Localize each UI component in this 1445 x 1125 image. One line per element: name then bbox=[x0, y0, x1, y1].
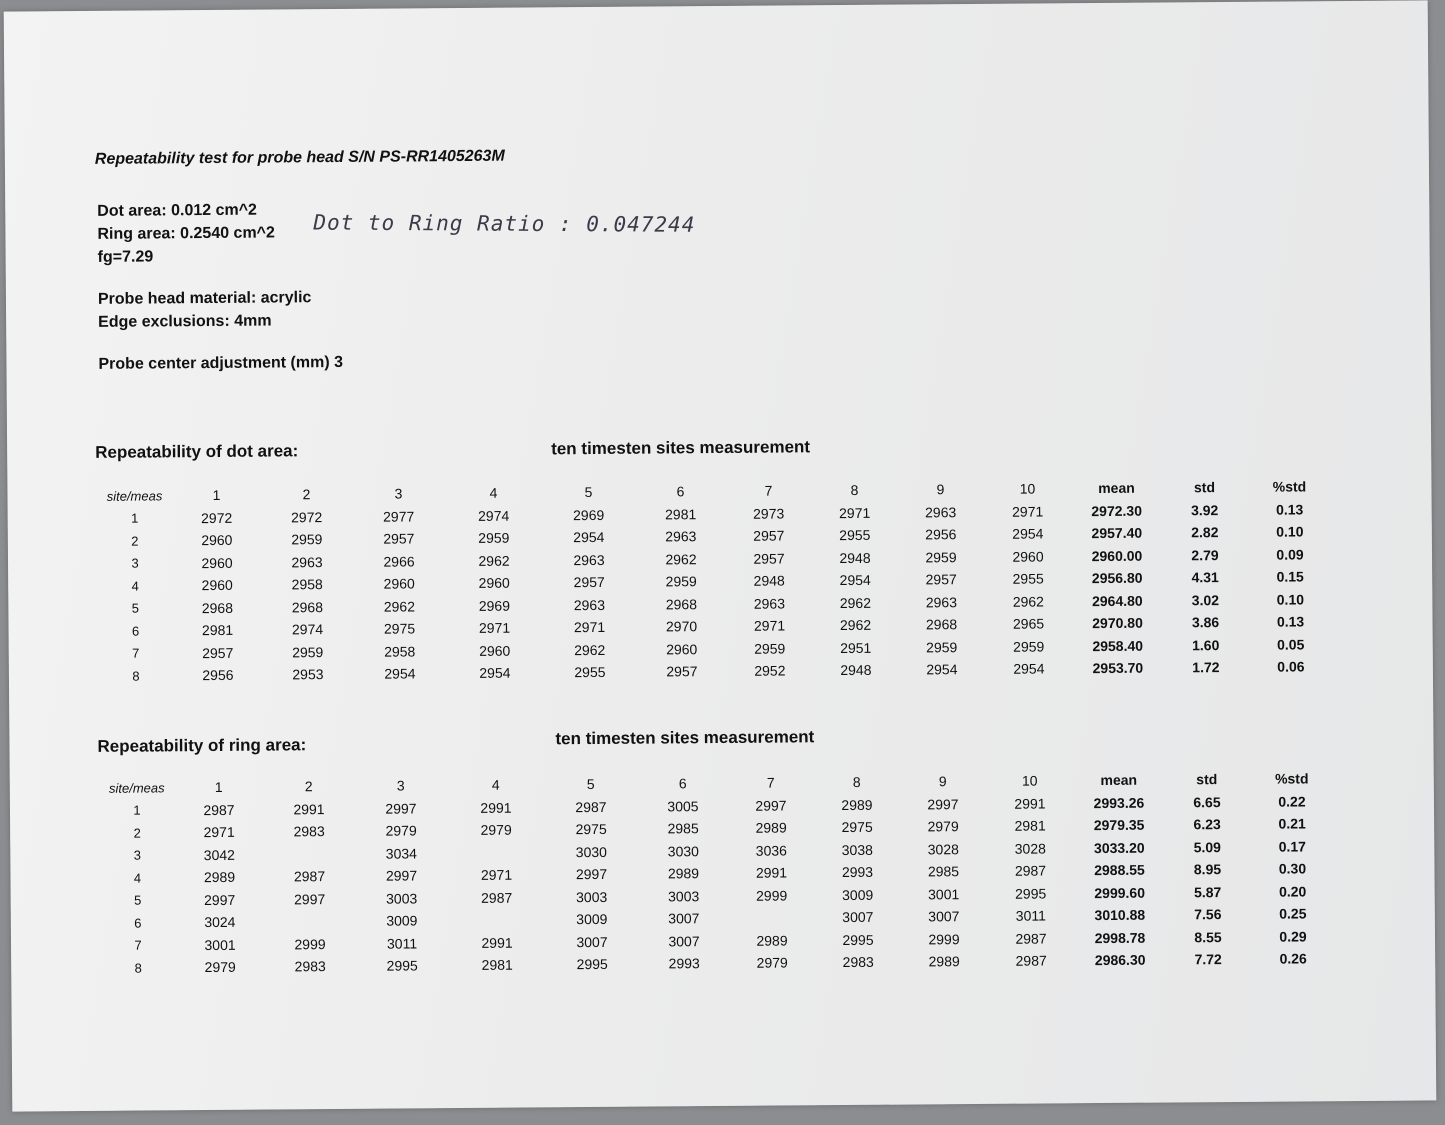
site-number-cell: 6 bbox=[131, 623, 140, 639]
measurement-cell: 2997 bbox=[575, 866, 608, 883]
measurement-cell: 0.22 bbox=[1278, 793, 1306, 810]
measurement-cell: 2965 bbox=[1012, 615, 1045, 632]
measurement-cell: 2971 bbox=[573, 619, 606, 636]
measurement-cell: 8.55 bbox=[1194, 928, 1222, 946]
measurement-cell: 2959 bbox=[1013, 638, 1045, 655]
site-number-cell: 3 bbox=[131, 555, 139, 571]
site-number-cell: 7 bbox=[134, 937, 142, 953]
ring-area-table bbox=[100, 767, 1336, 979]
material-line: Probe head material: acrylic bbox=[97, 289, 312, 308]
measurement-cell: 2958 bbox=[384, 643, 416, 660]
measurement-cell: 2970.80 bbox=[1092, 614, 1143, 632]
measurement-cell: 4.31 bbox=[1191, 569, 1219, 586]
column-header: mean bbox=[1098, 479, 1135, 497]
measurement-cell: 2989 bbox=[203, 869, 236, 886]
ring-section-title: Repeatability of ring area: bbox=[97, 735, 307, 756]
measurement-cell: 2999.60 bbox=[1094, 884, 1146, 901]
measurement-cell: 2987 bbox=[203, 801, 235, 818]
measurement-cell: 0.25 bbox=[1279, 905, 1307, 922]
column-header: 10 bbox=[1021, 772, 1038, 789]
column-header: std bbox=[1193, 479, 1216, 496]
measurement-cell: 2954 bbox=[839, 572, 871, 589]
measurement-cell: 2972 bbox=[291, 508, 323, 526]
column-header: 6 bbox=[678, 775, 687, 792]
measurement-cell: 0.09 bbox=[1276, 546, 1304, 563]
column-header: 9 bbox=[936, 481, 945, 498]
measurement-cell: 2974 bbox=[478, 507, 510, 524]
measurement-cell: 2970 bbox=[665, 618, 698, 635]
measurement-cell: 2962 bbox=[383, 598, 416, 615]
ring-section-subtitle: ten timesten sites measurement bbox=[555, 727, 815, 749]
measurement-cell: 2981 bbox=[481, 956, 513, 974]
measurement-cell: 2997 bbox=[927, 795, 959, 813]
measurement-cell: 2954 bbox=[573, 529, 605, 546]
measurement-cell: 2981 bbox=[201, 622, 234, 639]
site-number-cell: 8 bbox=[132, 668, 140, 684]
site-number-cell: 6 bbox=[134, 915, 142, 931]
measurement-cell: 2962 bbox=[839, 594, 872, 611]
measurement-cell: 0.15 bbox=[1276, 568, 1304, 585]
measurement-cell: 3005 bbox=[667, 797, 699, 815]
measurement-cell: 2997 bbox=[204, 891, 236, 908]
measurement-cell: 3007 bbox=[668, 910, 700, 927]
measurement-cell: 2977 bbox=[383, 508, 415, 525]
measurement-cell: 6.23 bbox=[1193, 816, 1221, 833]
measurement-cell: 6.65 bbox=[1193, 793, 1221, 811]
edge-exclusion-line: Edge exclusions: 4mm bbox=[98, 312, 272, 331]
measurement-cell: 2963 bbox=[925, 503, 957, 521]
measurement-cell: 3028 bbox=[927, 840, 959, 858]
measurement-cell: 2963 bbox=[665, 528, 697, 545]
measurement-cell: 0.21 bbox=[1278, 815, 1306, 832]
measurement-cell: 2995 bbox=[576, 956, 608, 973]
measurement-cell: 2963 bbox=[573, 551, 605, 568]
measurement-cell: 0.20 bbox=[1278, 883, 1307, 900]
measurement-cell bbox=[449, 908, 545, 931]
site-number-cell: 7 bbox=[132, 645, 140, 661]
measurement-cell: 0.05 bbox=[1277, 636, 1305, 653]
measurement-cell: 2960 bbox=[383, 575, 415, 592]
measurement-cell: 3007 bbox=[928, 908, 960, 925]
measurement-cell: 2960 bbox=[201, 577, 233, 594]
measurement-cell: 2958.40 bbox=[1092, 637, 1144, 654]
measurement-cell: 3003 bbox=[576, 888, 608, 905]
measurement-cell: 5.87 bbox=[1193, 883, 1222, 901]
site-number-cell: 5 bbox=[131, 600, 140, 616]
column-header: 4 bbox=[489, 484, 498, 502]
measurement-cell: 2997 bbox=[294, 890, 326, 908]
column-header: 8 bbox=[852, 774, 861, 791]
dot-area-table bbox=[97, 475, 1333, 687]
measurement-cell: 2957 bbox=[753, 527, 785, 544]
measurement-cell: 2959 bbox=[926, 638, 958, 656]
measurement-cell: 2968 bbox=[201, 599, 234, 616]
measurement-cell: 2989 bbox=[841, 796, 873, 813]
measurement-cell: 2971 bbox=[839, 504, 871, 521]
measurement-cell: 3028 bbox=[1014, 840, 1046, 857]
measurement-cell: 0.26 bbox=[1279, 950, 1307, 967]
column-header: 5 bbox=[584, 484, 593, 501]
measurement-cell: 2959 bbox=[478, 529, 510, 547]
measurement-cell: 2957 bbox=[202, 644, 234, 661]
measurement-cell: 2.82 bbox=[1191, 524, 1219, 541]
measurement-cell: 2983 bbox=[293, 823, 325, 840]
measurement-cell: 3009 bbox=[576, 911, 608, 928]
measurement-cell: 2960 bbox=[201, 554, 233, 571]
measurement-cell: 2995 bbox=[386, 957, 418, 974]
measurement-cell: 2997 bbox=[755, 797, 787, 814]
measurement-cell: 3007 bbox=[668, 932, 700, 950]
column-header: 9 bbox=[938, 773, 947, 790]
column-header: 10 bbox=[1019, 480, 1036, 497]
column-header: 7 bbox=[764, 482, 773, 499]
measurement-cell: 2954 bbox=[926, 661, 958, 678]
measurement-cell: 2997 bbox=[385, 867, 418, 884]
measurement-cell: 2987 bbox=[481, 889, 513, 906]
measurement-cell: 2979 bbox=[204, 959, 236, 976]
column-header: 3 bbox=[396, 777, 405, 794]
measurement-cell: 2987 bbox=[1015, 952, 1047, 969]
measurement-cell: 2953.70 bbox=[1092, 659, 1144, 677]
measurement-cell: 2983 bbox=[842, 954, 874, 971]
measurement-cell: 2979 bbox=[756, 954, 788, 971]
measurement-cell: 3038 bbox=[841, 841, 873, 858]
measurement-cell: 0.06 bbox=[1277, 658, 1305, 675]
measurement-cell: 2969 bbox=[573, 506, 605, 523]
measurement-cell: 2948 bbox=[840, 662, 872, 679]
measurement-cell: 2979 bbox=[385, 822, 417, 839]
measurement-cell: 2948 bbox=[839, 549, 871, 566]
measurement-cell: 2968 bbox=[925, 616, 958, 633]
measurement-cell: 3010.88 bbox=[1094, 906, 1146, 924]
measurement-cell: 0.17 bbox=[1278, 838, 1306, 855]
measurement-cell: 3011 bbox=[386, 935, 418, 952]
measurement-cell: 2985 bbox=[927, 863, 960, 880]
measurement-cell: 3003 bbox=[386, 890, 418, 907]
handwritten-ratio-note: Dot to Ring Ratio : 0.047244 bbox=[313, 210, 696, 237]
column-header: %std bbox=[1274, 770, 1309, 787]
measurement-cell: 2960.00 bbox=[1091, 547, 1143, 564]
column-header: 2 bbox=[302, 486, 311, 503]
measurement-cell: 3009 bbox=[386, 912, 418, 929]
measurement-cell: 2981 bbox=[665, 505, 697, 523]
measurement-cell: 2993 bbox=[841, 864, 874, 881]
measurement-cell: 2966 bbox=[383, 553, 415, 570]
measurement-cell: 8.95 bbox=[1193, 861, 1222, 878]
measurement-cell: 2998.78 bbox=[1094, 929, 1146, 946]
measurement-cell: 3.92 bbox=[1190, 501, 1219, 519]
measurement-cell: 2971 bbox=[478, 619, 511, 637]
measurement-cell: 2973 bbox=[753, 505, 785, 522]
measurement-cell: 2989 bbox=[928, 953, 960, 970]
measurement-cell: 7.72 bbox=[1194, 951, 1222, 968]
measurement-cell: 2962 bbox=[574, 641, 606, 658]
measurement-cell: 2958 bbox=[291, 576, 323, 593]
column-header: site/meas bbox=[108, 780, 165, 796]
measurement-cell: 2960 bbox=[479, 642, 511, 659]
measurement-cell: 2975 bbox=[383, 620, 416, 637]
measurement-cell: 2987 bbox=[1015, 930, 1047, 947]
dot-section-subtitle: ten timesten sites measurement bbox=[551, 437, 811, 459]
measurement-cell: 2968 bbox=[291, 598, 324, 616]
measurement-cell: 2981 bbox=[1014, 817, 1046, 834]
measurement-cell: 2960 bbox=[1012, 548, 1044, 565]
site-number-cell: 4 bbox=[131, 578, 139, 594]
measurement-cell: 2997 bbox=[385, 800, 417, 817]
measurement-cell: 2963 bbox=[753, 595, 786, 612]
measurement-cell: 3007 bbox=[842, 909, 874, 926]
site-number-cell: 4 bbox=[133, 870, 142, 886]
measurement-cell: 2957 bbox=[573, 574, 605, 591]
measurement-cell: 2960 bbox=[666, 640, 698, 658]
measurement-cell: 2959 bbox=[292, 643, 324, 661]
measurement-cell: 2957 bbox=[925, 571, 957, 588]
measurement-cell: 2971 bbox=[1012, 503, 1044, 520]
measurement-cell: 2954 bbox=[1012, 525, 1044, 542]
measurement-cell: 2960 bbox=[478, 574, 510, 592]
measurement-cell: 2957 bbox=[666, 663, 698, 680]
dot-area-line: Dot area: 0.012 cm^2 bbox=[97, 201, 257, 220]
measurement-cell: 2964.80 bbox=[1091, 592, 1143, 609]
measurement-cell: 3033.20 bbox=[1093, 839, 1145, 856]
measurement-cell: 5.09 bbox=[1193, 838, 1221, 856]
measurement-cell: 2971 bbox=[203, 824, 235, 841]
measurement-cell: 2954 bbox=[384, 665, 416, 682]
measurement-cell: 2969 bbox=[478, 597, 511, 614]
measurement-cell: 2959 bbox=[665, 573, 697, 590]
column-header: %std bbox=[1272, 478, 1307, 495]
measurement-cell: 2989 bbox=[755, 819, 787, 836]
measurement-cell: 2987 bbox=[575, 798, 607, 815]
measurement-cell bbox=[729, 906, 815, 929]
measurement-cell: 2972.30 bbox=[1091, 502, 1143, 519]
column-header: 7 bbox=[766, 774, 775, 791]
measurement-cell: 2955 bbox=[1012, 570, 1044, 587]
measurement-cell: 2954 bbox=[479, 664, 511, 682]
column-header: std bbox=[1196, 771, 1218, 788]
measurement-cell: 3001 bbox=[204, 936, 236, 953]
measurement-cell: 3009 bbox=[842, 886, 874, 903]
measurement-cell: 3036 bbox=[755, 842, 787, 859]
measurement-cell: 0.29 bbox=[1279, 928, 1307, 945]
measurement-cell: 0.13 bbox=[1275, 501, 1304, 518]
measurement-cell: 2999 bbox=[756, 887, 788, 904]
column-header: 6 bbox=[676, 483, 685, 500]
measurement-cell: 2956 bbox=[925, 526, 957, 543]
center-adjustment-line: Probe center adjustment (mm) 3 bbox=[98, 353, 344, 373]
measurement-cell: 2963 bbox=[291, 553, 323, 571]
column-header: site/meas bbox=[106, 488, 163, 504]
measurement-cell: 2989 bbox=[667, 865, 700, 882]
column-header: 1 bbox=[212, 487, 221, 504]
measurement-cell: 0.30 bbox=[1278, 860, 1307, 877]
paper-sheet bbox=[4, 0, 1437, 1111]
measurement-cell: 2991 bbox=[480, 799, 512, 816]
measurement-cell: 2955 bbox=[839, 527, 871, 544]
document-title: Repeatability test for probe head S/N PS-RR1405263M bbox=[94, 147, 505, 168]
measurement-cell: 2963 bbox=[573, 596, 606, 613]
measurement-cell: 2962 bbox=[1012, 593, 1045, 610]
measurement-cell: 0.13 bbox=[1276, 613, 1305, 630]
measurement-cell: 2995 bbox=[842, 931, 874, 948]
measurement-cell: 2968 bbox=[665, 595, 698, 613]
site-number-cell: 8 bbox=[134, 960, 142, 976]
measurement-cell: 2.79 bbox=[1191, 546, 1219, 564]
measurement-cell: 2986.30 bbox=[1094, 951, 1146, 969]
fg-line: fg=7.29 bbox=[97, 248, 154, 266]
site-number-cell: 2 bbox=[133, 825, 141, 841]
measurement-cell: 1.72 bbox=[1192, 659, 1220, 676]
measurement-cell: 2962 bbox=[665, 550, 697, 568]
measurement-cell: 3001 bbox=[928, 885, 960, 903]
measurement-cell: 2956.80 bbox=[1091, 569, 1143, 587]
site-number-cell: 1 bbox=[133, 802, 141, 818]
column-header: 8 bbox=[850, 482, 859, 499]
measurement-cell: 2993.26 bbox=[1093, 794, 1145, 811]
measurement-cell: 2991 bbox=[1014, 795, 1046, 812]
measurement-cell: 2991 bbox=[293, 800, 325, 818]
column-header: 1 bbox=[214, 779, 223, 796]
column-header: mean bbox=[1100, 771, 1138, 789]
measurement-cell: 2974 bbox=[291, 621, 324, 638]
measurement-cell: 2957 bbox=[383, 530, 415, 547]
measurement-cell: 7.56 bbox=[1194, 906, 1222, 923]
measurement-cell: 2963 bbox=[925, 593, 958, 611]
measurement-cell: 2993 bbox=[668, 955, 700, 972]
measurement-cell: 2959 bbox=[291, 531, 323, 548]
measurement-cell: 2983 bbox=[294, 958, 326, 975]
measurement-cell: 2962 bbox=[478, 552, 510, 569]
measurement-cell: 2971 bbox=[480, 866, 513, 884]
site-number-cell: 5 bbox=[134, 892, 142, 908]
measurement-cell: 0.10 bbox=[1276, 523, 1304, 540]
dot-section-title: Repeatability of dot area: bbox=[95, 441, 299, 462]
measurement-cell: 0.10 bbox=[1276, 591, 1305, 608]
measurement-cell: 2979.35 bbox=[1093, 816, 1145, 834]
column-header: 5 bbox=[586, 776, 595, 793]
measurement-cell: 3.02 bbox=[1191, 591, 1220, 609]
measurement-cell: 2957.40 bbox=[1091, 524, 1143, 542]
measurement-cell bbox=[264, 842, 354, 865]
site-number-cell: 1 bbox=[131, 510, 139, 526]
measurement-cell: 2959 bbox=[925, 548, 957, 566]
measurement-cell: 2991 bbox=[755, 864, 788, 881]
measurement-cell: 2985 bbox=[667, 820, 699, 837]
measurement-cell: 2952 bbox=[754, 662, 786, 679]
measurement-cell: 2987 bbox=[1014, 862, 1047, 879]
column-header: 3 bbox=[394, 485, 403, 502]
ring-area-line: Ring area: 0.2540 cm^2 bbox=[97, 224, 275, 243]
measurement-cell: 3034 bbox=[385, 845, 417, 862]
measurement-cell: 2991 bbox=[481, 934, 513, 951]
measurement-cell: 3003 bbox=[668, 887, 700, 905]
measurement-cell: 3024 bbox=[204, 914, 236, 931]
measurement-cell: 1.60 bbox=[1192, 636, 1220, 654]
measurement-cell: 2999 bbox=[294, 935, 326, 953]
measurement-cell: 2954 bbox=[1013, 660, 1045, 677]
measurement-cell: 2975 bbox=[575, 821, 607, 838]
measurement-cell: 2988.55 bbox=[1094, 861, 1145, 879]
measurement-cell: 2975 bbox=[841, 819, 873, 836]
measurement-cell: 2960 bbox=[201, 532, 233, 549]
column-header: 4 bbox=[491, 776, 500, 794]
measurement-cell: 2989 bbox=[756, 932, 788, 949]
measurement-cell: 3030 bbox=[575, 843, 607, 860]
measurement-cell: 2979 bbox=[480, 821, 512, 839]
measurement-cell bbox=[448, 841, 544, 864]
measurement-cell: 2972 bbox=[201, 509, 233, 526]
measurement-cell: 2999 bbox=[928, 930, 960, 948]
measurement-cell: 2962 bbox=[839, 617, 872, 634]
measurement-cell: 2995 bbox=[1015, 885, 1047, 902]
site-number-cell: 3 bbox=[133, 847, 142, 863]
measurement-cell: 3030 bbox=[667, 842, 699, 860]
measurement-cell: 2987 bbox=[293, 868, 326, 885]
measurement-cell: 3011 bbox=[1015, 907, 1046, 924]
measurement-cell: 2955 bbox=[574, 664, 606, 681]
measurement-cell: 2951 bbox=[840, 639, 872, 656]
measurement-cell: 2957 bbox=[753, 550, 785, 567]
column-header: 2 bbox=[304, 778, 313, 795]
measurement-cell: 2959 bbox=[754, 640, 786, 657]
measurement-cell bbox=[265, 910, 355, 933]
measurement-cell: 2953 bbox=[292, 666, 324, 683]
measurement-cell: 2971 bbox=[753, 617, 786, 634]
measurement-cell: 2979 bbox=[927, 818, 959, 835]
measurement-cell: 2948 bbox=[753, 572, 785, 589]
site-number-cell: 2 bbox=[131, 533, 139, 549]
measurement-cell: 3.86 bbox=[1191, 614, 1220, 631]
measurement-cell: 2956 bbox=[202, 667, 234, 684]
measurement-cell: 3042 bbox=[203, 846, 235, 863]
measurement-cell: 3007 bbox=[576, 933, 608, 950]
